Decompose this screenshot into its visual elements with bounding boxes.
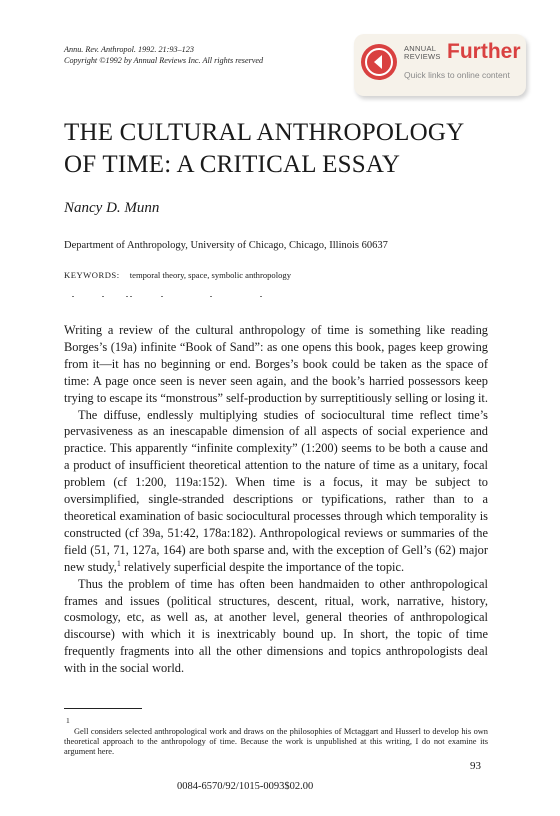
body-paragraph-3: Thus the problem of time has often been handmaiden to other anthropological frames and issues (political structures, descent, ritual, work, narrative, history, cosmology, etc, as well as, at another level, general theories of anthropological discourse) with which it is inextricably bound up. In short, the topic of time frequently fragments into all the other dimensions and topics anthropologists deal with in the social world.: [64, 576, 488, 676]
badge-reviews-label: REVIEWS: [404, 52, 441, 61]
author-affiliation: Department of Anthropology, University of Chicago, Chicago, Illinois 60637: [64, 240, 388, 251]
paragraph-2-continuation: relatively superficial despite the importance of the topic.: [120, 559, 405, 574]
article-title: [64, 117, 504, 181]
issn-code: 0084-6570/92/1015-0093$02.00: [177, 781, 314, 792]
footnote-body: Gell considers selected anthropological work and draws on the philosophies of Mctaggart and Husserl to develop his own theoretical approach to the anthropology of time. Because the work is unpublished at this writing, I do not examine its argument here.: [64, 727, 488, 757]
author-name: Nancy D. Munn: [64, 200, 160, 216]
paragraph-2-text: The diffuse, endlessly multiplying studies of sociocultural time reflect time’s pervasiveness as an inescapable dimension of all aspects of social experience and practice. This apparently “infinite complexity” (1:200) seems to be both a cause and a product of insufficient theoretical attention to the nature of time as a unitary, focal problem (cf 1:200, 119a:152). When time is a focus, it may be subject to oversimplified, single-stranded descriptions or typifications, rather than to a theoretical examination of basic sociocultural processes through which temporality is constructed (cf 39a, 51:42, 178a:182). Anthropological reviews or summaries of the field (51, 71, 127a, 164) are both sparse and, with the exception of Gell’s (62) major new study,: [64, 407, 488, 574]
page-number: 93: [470, 760, 481, 772]
copyright-line: Copyright ©1992 by Annual Reviews Inc. All rights reserved: [64, 56, 264, 65]
play-arrow-icon-graphic: [361, 44, 397, 80]
footnote-text: [64, 727, 488, 758]
keywords-label: KEYWORDS:: [64, 270, 120, 280]
keywords-line: [64, 270, 291, 280]
badge-annual-label: ANNUAL: [404, 44, 437, 53]
play-arrow-icon[interactable]: [361, 44, 397, 80]
article-body: [64, 322, 488, 677]
title-line-1: THE CULTURAL ANTHROPOLOGY: [64, 119, 465, 146]
body-paragraph-1: Writing a review of the cultural anthropology of time is something like reading Borges’s (19a) infinite “Book of Sand”: as one opens this book, pages keep growing from it—it has no beginning or end. Borges’s book could be taken as the space of time: A page once seen is never seen again, and the book’s harried possessors keep trying to escape its “monstrous” self-production by surreptitiously selling or losing it.: [64, 323, 488, 405]
footnote-marker: 1: [66, 716, 70, 725]
annual-reviews-further-badge[interactable]: [354, 34, 526, 96]
body-paragraph-2: [64, 407, 488, 576]
badge-further-label[interactable]: Further: [447, 40, 521, 63]
journal-line: Annu. Rev. Anthropol. 1992. 21:93–123: [64, 45, 194, 54]
footnote-reference[interactable]: 1: [116, 558, 121, 568]
scan-artifact-dots: [64, 296, 284, 300]
title-line-2: OF TIME: A CRITICAL ESSAY: [64, 151, 401, 178]
journal-citation: [64, 44, 344, 66]
keywords-list: temporal theory, space, symbolic anthropology: [129, 270, 291, 280]
badge-subtitle[interactable]: Quick links to online content: [404, 70, 510, 80]
footnote-divider: [64, 708, 142, 709]
